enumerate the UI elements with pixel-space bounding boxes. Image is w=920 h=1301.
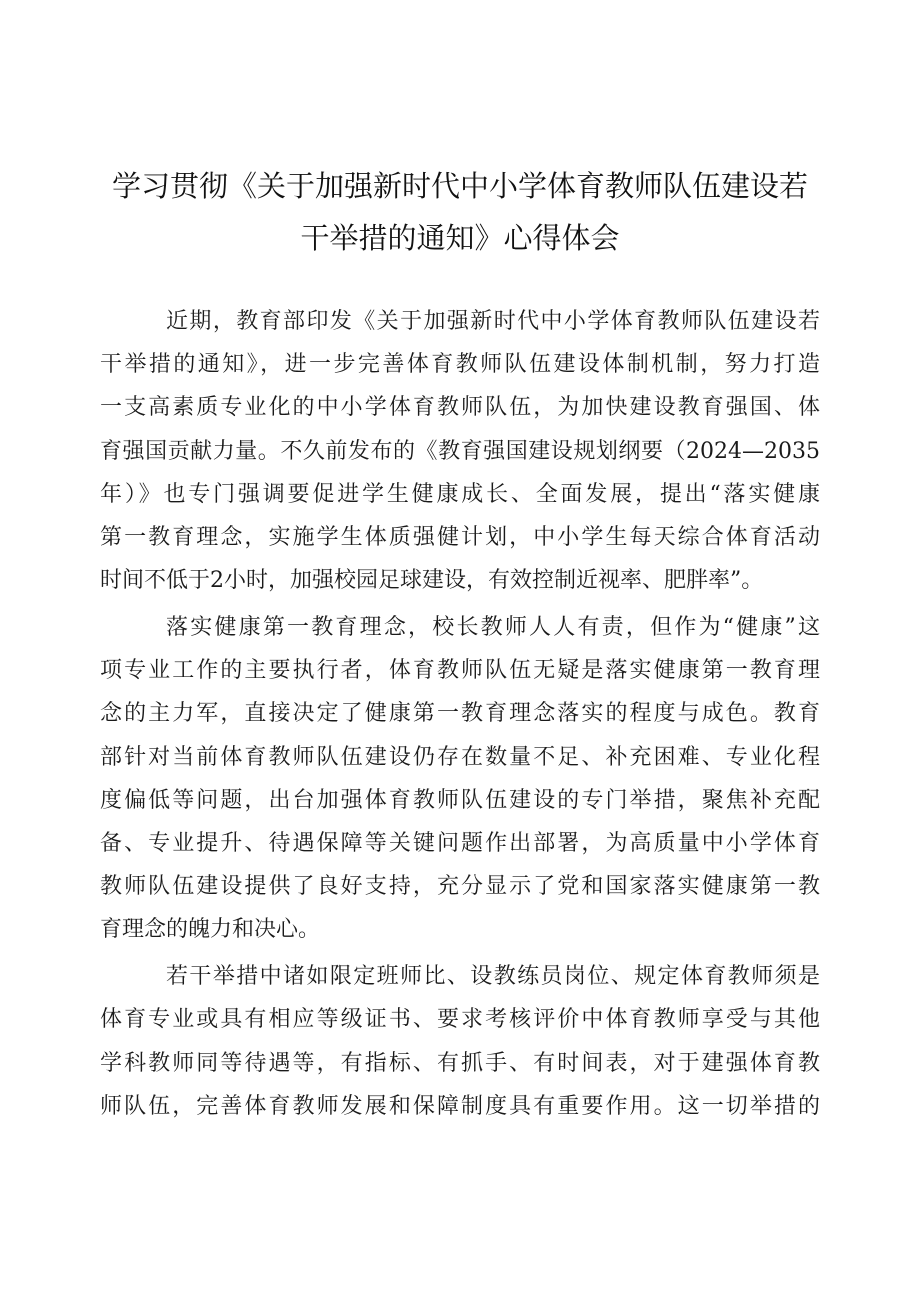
paragraph-3 <box>100 955 820 1128</box>
paragraph-line: 师队伍，完善体育教师发展和保障制度具有重要作用。这一切举措的 <box>100 1093 820 1119</box>
paragraph-line: 备、专业提升、待遇保障等关键问题作出部署，为高质量中小学体育 <box>100 831 820 857</box>
paragraph-line: 近期，教育部印发《关于加强新时代中小学体育教师队伍建设若 <box>166 309 820 334</box>
paragraph-line: 年）》也专门强调要促进学生健康成长、全面发展，提出“落实健康 <box>100 481 820 507</box>
paragraph-line: 一支高素质专业化的中小学体育教师队伍，为加快建设教育强国、体 <box>100 395 820 421</box>
title-line-1: 学习贯彻《关于加强新时代中小学体育教师队伍建设若 <box>111 169 808 203</box>
paragraph-line: 项专业工作的主要执行者，体育教师队伍无疑是落实健康第一教育理 <box>100 658 820 684</box>
document-title <box>100 160 820 264</box>
paragraph-2 <box>100 606 820 952</box>
paragraph-line: 育理念的魄力和决心。 <box>100 917 321 943</box>
paragraph-line: 体育专业或具有相应等级证书、要求考核评价中体育教师享受与其他 <box>100 1007 820 1033</box>
paragraph-line: 学科教师同等待遇等，有指标、有抓手、有时间表，对于建强体育教 <box>100 1050 820 1076</box>
paragraph-1 <box>100 300 820 602</box>
paragraph-line: 落实健康第一教育理念，校长教师人人有责，但作为“健康”这 <box>166 615 820 641</box>
paragraph-line: 干举措的通知》，进一步完善体育教师队伍建设体制机制，努力打造 <box>100 352 820 378</box>
paragraph-line: 育强国贡献力量。不久前发布的《教育强国建设规划纲要（2024—2035 <box>100 438 820 464</box>
title-line-2: 干举措的通知》心得体会 <box>300 221 620 255</box>
document-body <box>100 300 820 1132</box>
paragraph-line: 第一教育理念，实施学生体质强健计划，中小学生每天综合体育活动 <box>100 525 820 551</box>
paragraph-line: 念的主力军，直接决定了健康第一教育理念落实的程度与成色。教育 <box>100 701 820 727</box>
paragraph-line: 时间不低于2小时，加强校园足球建设，有效控制近视率、肥胖率”。 <box>100 568 764 594</box>
paragraph-line: 若干举措中诸如限定班师比、设教练员岗位、规定体育教师须是 <box>166 964 820 990</box>
paragraph-line: 部针对当前体育教师队伍建设仍存在数量不足、补充困难、专业化程 <box>100 744 820 770</box>
paragraph-line: 教师队伍建设提供了良好支持，充分显示了党和国家落实健康第一教 <box>100 874 820 900</box>
paragraph-line: 度偏低等问题，出台加强体育教师队伍建设的专门举措，聚焦补充配 <box>100 787 820 813</box>
